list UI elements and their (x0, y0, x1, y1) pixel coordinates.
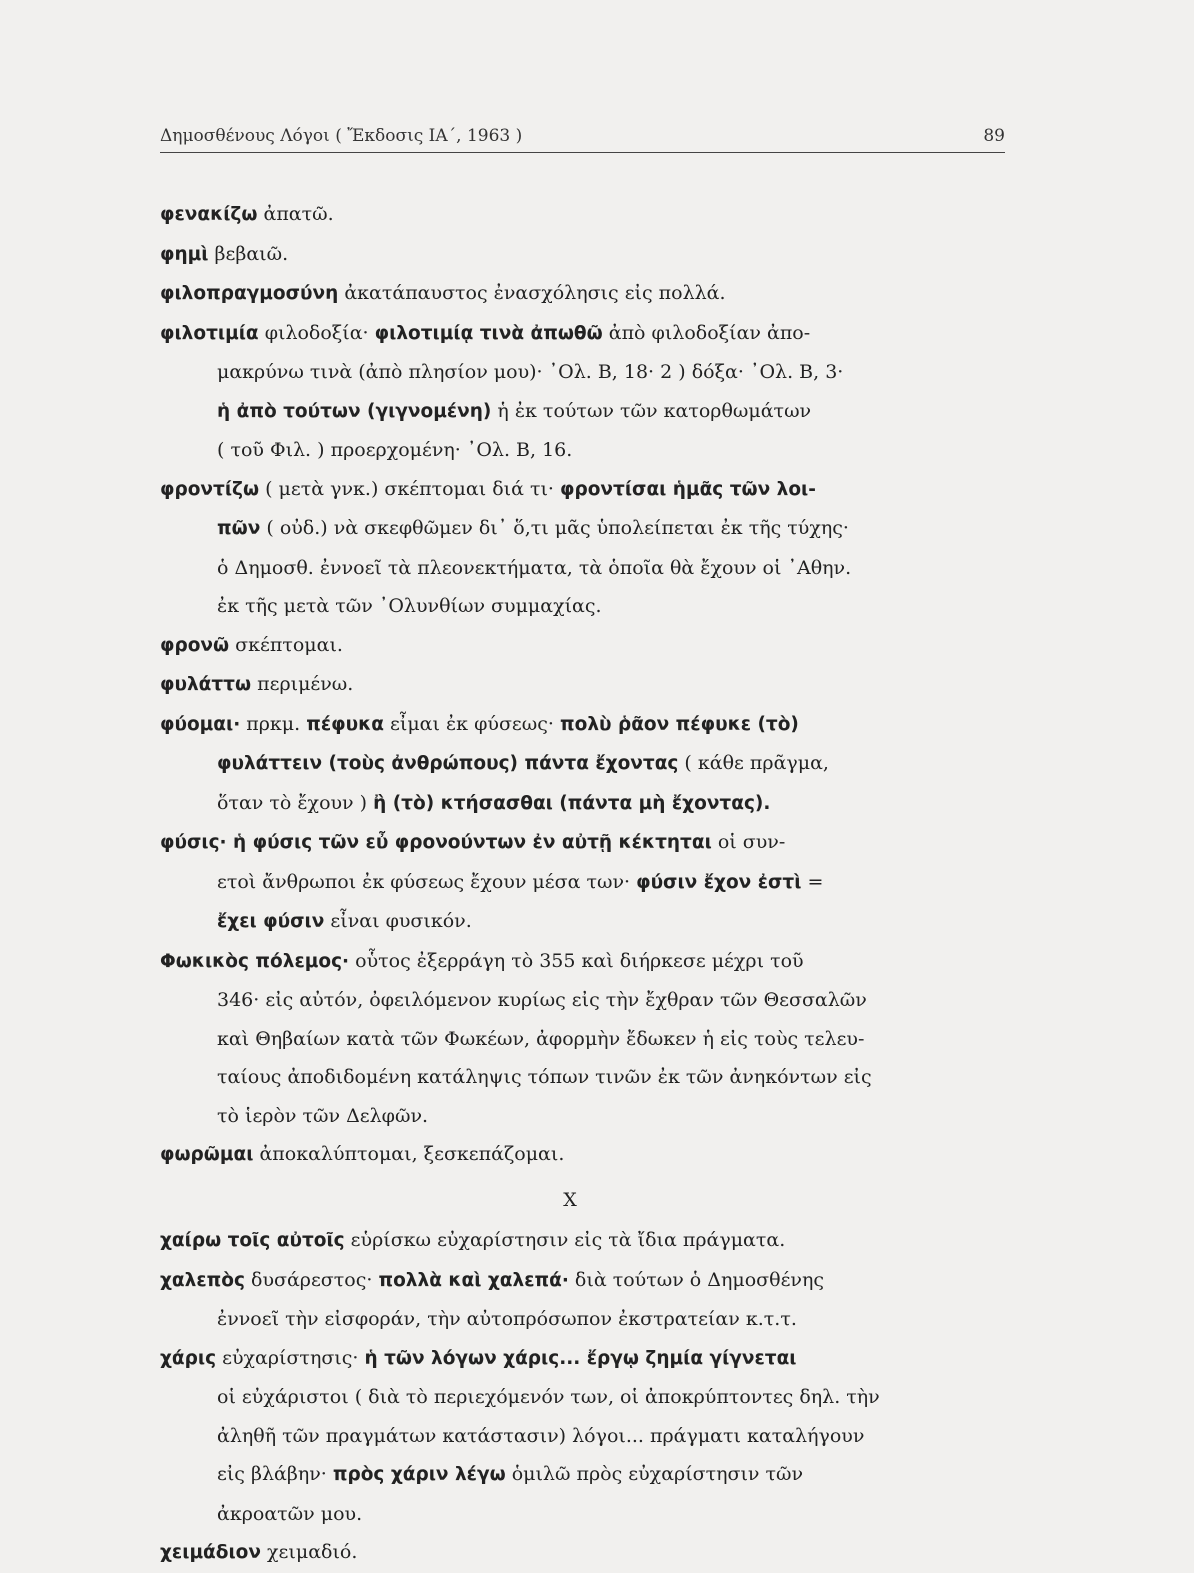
entry-text: οἱ εὐχάριστοι ( διὰ τὸ περιεχόμενόν των, οἱ ἀποκρύπτοντες δηλ. τὴν (217, 1386, 880, 1408)
entry-line (160, 1097, 1010, 1136)
entry-line (160, 863, 1010, 903)
entry-line (160, 1300, 1010, 1339)
entry-headword: φύσις· ἡ φύσις τῶν εὖ φρονούντων ἐν αὐτῇ κέκτηται (160, 832, 712, 853)
entry-headword: πέφυκα (306, 713, 384, 735)
glossary-entry (160, 1261, 1010, 1339)
entry-text: βεβαιῶ. (208, 242, 289, 265)
entry-headword: φύομαι· (160, 713, 241, 735)
entry-headword: χάρις (160, 1347, 217, 1369)
entry-headword: χειμάδιον (160, 1542, 261, 1563)
entry-text: πρκμ. (240, 712, 307, 735)
entry-headword: ἔχει φύσιν (217, 911, 325, 932)
entry-text: = (801, 870, 824, 893)
entry-line (160, 195, 1010, 235)
glossary-entry (160, 195, 1010, 235)
letter-heading-chi: Χ (563, 1188, 577, 1211)
entry-headword: φυλάττω (160, 674, 252, 695)
entry-text: χειμαδιό. (261, 1541, 358, 1563)
glossary-entry (160, 705, 1010, 824)
entry-headword: Φωκικὸς πόλεμος· (160, 950, 350, 972)
glossary-entry (160, 942, 1010, 1136)
entry-line (160, 509, 1010, 549)
entry-text: ἀκατάπαυστος ἐνασχόλησις εἰς πολλά. (338, 282, 726, 304)
page-number: 89 (983, 126, 1005, 146)
entry-text: εὐχαρίστησις· (216, 1346, 365, 1369)
entry-text: ὁμιλῶ πρὸς εὐχαρίστησιν τῶν (505, 1463, 804, 1485)
entry-headword: φροντίσαι ἡμᾶς τῶν λοι- (560, 478, 816, 500)
entry-text: οἱ συν- (711, 831, 786, 853)
entry-line (160, 942, 1010, 982)
entry-headword: χαίρω τοῖς αὐτοῖς (160, 1230, 345, 1251)
entry-headword: φύσιν ἔχον ἐστὶ (636, 871, 802, 893)
entry-text: ἐκ τῆς μετὰ τῶν ᾿Ολυνθίων συμμαχίας. (217, 595, 602, 617)
entry-text: τὸ ἱερὸν τῶν Δελφῶν. (217, 1104, 429, 1127)
entry-text: μακρύνω τινὰ (ἀπὸ πλησίον μου)· ᾿Ολ. Β, 18· 2 ) δόξα· ᾿Ολ. Β, 3· (217, 361, 844, 383)
entry-text: σκέπτομαι. (229, 633, 343, 656)
glossary-entry (160, 274, 1010, 314)
entry-text: ὅταν τὸ ἔχουν ) (217, 791, 374, 814)
entry-headword: χαλεπὸς (160, 1269, 245, 1291)
entry-text: 346· εἰς αὐτόν, ὀφειλόμενον κυρίως εἰς τὴν ἔχθραν τῶν Θεσσαλῶν (217, 989, 867, 1011)
entry-headword: ἡ ἀπὸ τούτων (γιγνομένη) (217, 400, 492, 422)
entry-line (160, 1339, 1010, 1379)
entry-text: ( μετὰ γνκ.) σκέπτομαι διά τι· (259, 477, 560, 500)
entry-line (160, 549, 1010, 588)
entry-text: ετοὶ ἄνθρωποι ἐκ φύσεως ἔχουν μέσα των· (217, 870, 637, 893)
entry-text: εἶναι φυσικόν. (324, 910, 472, 932)
entry-headword: πῶν (217, 518, 261, 539)
entry-text: ἀποκαλύπτομαι, ξεσκεπάζομαι. (253, 1143, 565, 1165)
entry-line (160, 1378, 1010, 1417)
entry-line (160, 902, 1010, 942)
entry-headword: φιλοτιμία (160, 322, 259, 344)
entry-headword: φροντίζω (160, 478, 260, 500)
entry-text: δυσάρεστος· (244, 1268, 379, 1291)
glossary-entry (160, 626, 1010, 666)
entry-headword: φιλοπραγμοσύνη (160, 283, 339, 304)
entry-headword: φιλοτιμίᾳ τινὰ ἀπωθῶ (374, 322, 603, 344)
entry-line (160, 823, 1010, 863)
entry-headword: φενακίζω (160, 204, 258, 225)
entry-line (160, 431, 1010, 470)
entry-text: ἡ ἐκ τούτων τῶν κατορθωμάτων (491, 399, 812, 422)
glossary-entry (160, 1221, 1010, 1261)
entry-line (160, 1417, 1010, 1456)
entry-line (160, 235, 1010, 275)
glossary-entry (160, 314, 1010, 470)
entry-line (160, 274, 1010, 314)
entry-line (160, 744, 1010, 784)
glossary-content (160, 195, 1010, 1573)
entry-text: ( τοῦ Φιλ. ) προερχομένη· ᾿Ολ. Β, 16. (217, 439, 573, 461)
entry-text: ἀληθῆ τῶν πραγμάτων κατάστασιν) λόγοι... πράγματι καταλήγουν (217, 1424, 865, 1447)
entry-line (160, 1455, 1010, 1495)
entry-line (160, 314, 1010, 354)
entry-text: εὑρίσκω εὐχαρίστησιν εἰς τὰ ἴδια πράγματα. (344, 1229, 786, 1251)
entry-headword: φρονῶ (160, 634, 230, 656)
entry-headword: φυλάττειν (τοὺς ἀνθρώπους) πάντα ἔχοντας (217, 753, 679, 774)
section-chi (160, 1221, 1010, 1573)
entry-line (160, 1135, 1010, 1175)
entry-line (160, 587, 1010, 626)
entry-line (160, 705, 1010, 745)
entry-line (160, 981, 1010, 1020)
entry-text: ὁ Δημοσθ. ἐννοεῖ τὰ πλεονεκτήματα, τὰ ὁποῖα θὰ ἔχουν οἱ ᾿Αθην. (217, 556, 852, 579)
entry-text: ἀκροατῶν μου. (217, 1502, 363, 1525)
glossary-entry (160, 235, 1010, 275)
glossary-entry (160, 470, 1010, 626)
entry-text: περιμένω. (251, 673, 354, 695)
entry-text: ( κάθε πρᾶγμα, (678, 752, 829, 774)
entry-line (160, 353, 1010, 392)
entry-text: εἰς βλάβην· (217, 1463, 333, 1485)
entry-headword: φημὶ (160, 243, 209, 265)
entry-text: ἐννοεῖ τὴν εἰσφοράν, τὴν αὐτοπρόσωπον ἐκστρατείαν κ.τ.τ. (217, 1308, 797, 1330)
entry-text: ἀπατῶ. (257, 203, 334, 225)
glossary-entry (160, 1339, 1010, 1534)
glossary-entry (160, 1533, 1010, 1573)
entry-text: φιλοδοξία· (258, 321, 375, 344)
entry-line (160, 665, 1010, 705)
glossary-entry (160, 823, 1010, 942)
entry-headword: πολὺ ῥᾶον πέφυκε (τὸ) (559, 713, 799, 735)
entry-text: ἀπὸ φιλοδοξίαν ἀπο- (602, 321, 811, 344)
entry-line (160, 1221, 1010, 1261)
entry-line (160, 784, 1010, 824)
entry-text: ( οὐδ.) νὰ σκεφθῶμεν δι᾿ ὅ,τι μᾶς ὑπολείπεται ἐκ τῆς τύχης· (260, 517, 849, 539)
section-phi (160, 195, 1010, 1175)
entry-line (160, 626, 1010, 666)
entry-text: διὰ τούτων ὁ Δημοσθένης (568, 1268, 824, 1291)
entry-line (160, 1533, 1010, 1573)
header-title: Δημοσθένους Λόγοι ( Ἔκδοσις ΙΑ΄, 1963 ) (160, 126, 523, 146)
entry-headword: πολλὰ καὶ χαλεπά· (378, 1269, 569, 1291)
glossary-entry (160, 665, 1010, 705)
entry-text: ταίους ἀποδιδομένη κατάληψις τόπων τινῶν ἐκ τῶν ἀνηκόντων εἰς (217, 1066, 872, 1088)
entry-line (160, 1058, 1010, 1097)
entry-headword: πρὸς χάριν λέγω (332, 1464, 506, 1485)
entry-line (160, 392, 1010, 432)
entry-line (160, 1020, 1010, 1059)
entry-text: εἶμαι ἐκ φύσεως· (383, 712, 560, 735)
glossary-entry (160, 1135, 1010, 1175)
entry-headword: ἡ τῶν λόγων χάρις... ἔργῳ ζημία γίγνεται (364, 1347, 797, 1369)
entry-headword: φωρῶμαι (160, 1144, 254, 1165)
entry-line (160, 1495, 1010, 1534)
entry-line (160, 470, 1010, 510)
entry-text: οὗτος ἐξερράγη τὸ 355 καὶ διήρκεσε μέχρι τοῦ (349, 949, 804, 972)
entry-text: καὶ Θηβαίων κατὰ τῶν Φωκέων, ἀφορμὴν ἔδωκεν ἡ εἰς τοὺς τελευ- (217, 1027, 865, 1050)
entry-line (160, 1261, 1010, 1301)
entry-headword: ἢ (τὸ) κτήσασθαι (πάντα μὴ ἔχοντας). (373, 792, 771, 814)
running-header (160, 126, 1005, 153)
